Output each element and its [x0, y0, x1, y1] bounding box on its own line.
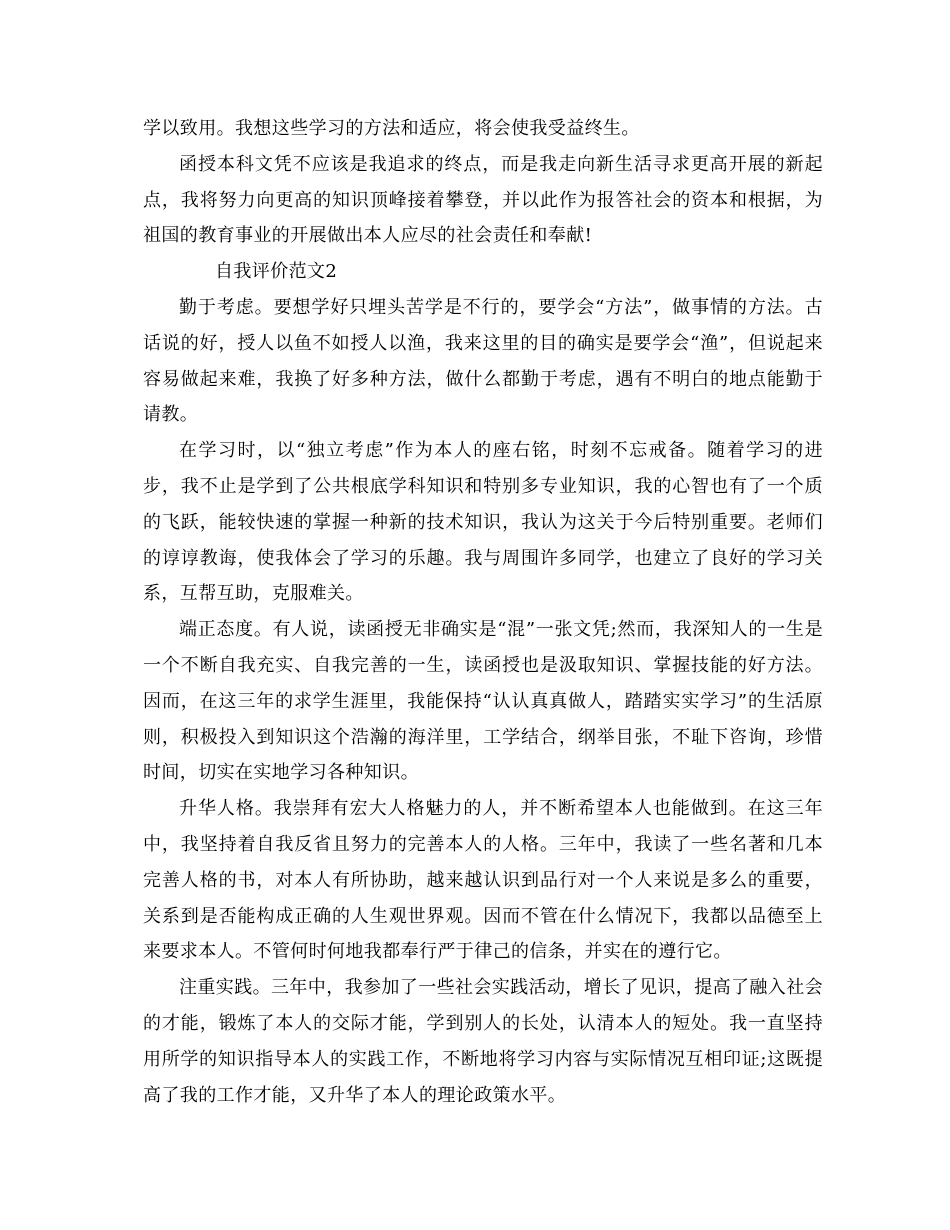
paragraph-focus-practice: 注重实践。三年中，我参加了一些社会实践活动，增长了见识，提高了融入社会的才能，锻炼了本人的交际才能，学到别人的长处，认清本人的短处。我一直坚持用所学的知识指导本人的实践工作，不断地将学习内容与实际情况互相印证;这既提高了我的工作才能，又升华了本人的理论政策水平。: [143, 977, 823, 1106]
document-page: [143, 111, 823, 1113]
paragraph-sublimate-personality: 升华人格。我崇拜有宏大人格魅力的人，并不断希望本人也能做到。在这三年中，我坚持着自我反省且努力的完善本人的人格。三年中，我读了一些名著和几本完善人格的书，对本人有所协助，越来越认识到品行对一个人来说是多么的重要，关系到是否能构成正确的人生观世界观。因而不管在什么情况下，我都以品德至上来要求本人。不管何时何地我都奉行严于律己的信条，并实在的遵行它。: [143, 798, 823, 963]
paragraph-right-attitude: 端正态度。有人说，读函授无非确实是“混”一张文凭;然而，我深知人的一生是一个不断自我充实、自我完善的一生，读函授也是汲取知识、掌握技能的好方法。因而，在这三年的求学生涯里，我能保持“认认真真做人，踏踏实实学习”的生活原则，积极投入到知识这个浩瀚的海洋里，工学结合，纲举目张，不耻下咨询，珍惜时间，切实在实地学习各种知识。: [143, 619, 823, 784]
paragraph-diligent-thinking: 勤于考虑。要想学好只埋头苦学是不行的，要学会“方法”，做事情的方法。古话说的好，授人以鱼不如授人以渔，我来这里的目的确实是要学会“渔”，但说起来容易做起来难，我换了好多种方法，做什么都勤于考虑，遇有不明白的地点能勤于请教。: [143, 296, 823, 426]
paragraph-diploma-goal: 函授本科文凭不应该是我追求的终点，而是我走向新生活寻求更高开展的新起点，我将努力向更高的知识顶峰接着攀登，并以此作为报答社会的资本和根据，为祖国的教育事业的开展做出本人应尽的社会责任和奉献!: [143, 153, 823, 247]
paragraph-independent-thinking: 在学习时，以“独立考虑”作为本人的座右铭，时刻不忘戒备。随着学习的进步，我不止是学到了公共根底学科知识和特别多专业知识，我的心智也有了一个质的飞跃，能较快速的掌握一种新的技术知识，我认为这关于今后特别重要。老师们的谆谆教诲，使我体会了学习的乐趣。我与周围许多同学，也建立了良好的学习关系，互帮互助，克服难关。: [143, 440, 823, 605]
section-heading: 自我评价范文2: [215, 261, 338, 283]
paragraph-continuation: 学以致用。我想这些学习的方法和适应，将会使我受益终生。: [143, 118, 640, 139]
